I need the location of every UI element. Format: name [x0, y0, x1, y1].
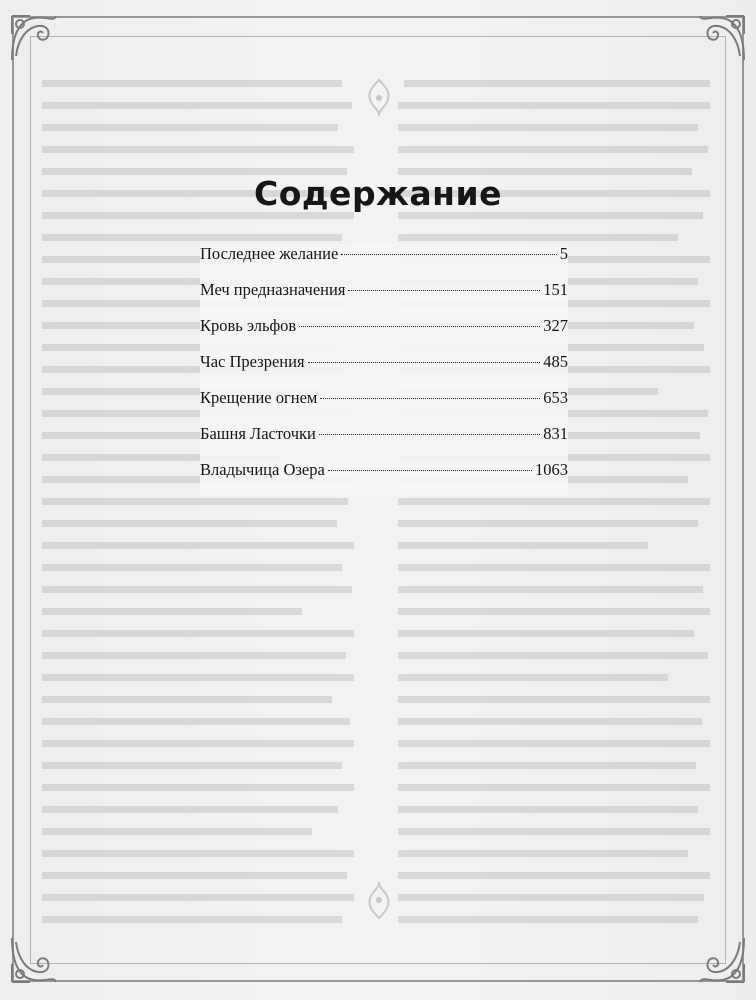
toc-entry-title: Владычица Озера	[200, 460, 325, 479]
flourish-corner-icon	[694, 10, 750, 66]
dot-leader	[348, 290, 540, 291]
dot-leader	[341, 254, 556, 255]
toc-entry-page: 151	[543, 280, 568, 299]
toc-entry[interactable]	[200, 280, 568, 316]
toc-entry-title: Крещение огнем	[200, 388, 318, 407]
toc-entry-title: Меч предназначения	[200, 280, 346, 299]
table-of-contents	[200, 244, 568, 496]
dot-leader	[320, 398, 540, 399]
dot-leader	[328, 470, 532, 471]
flourish-corner-icon	[694, 932, 750, 988]
page-title: Содержание	[254, 174, 502, 213]
toc-entry[interactable]	[200, 460, 568, 496]
toc-entry-page: 485	[543, 352, 568, 371]
toc-entry-page: 327	[543, 316, 568, 335]
toc-entry[interactable]	[200, 424, 568, 460]
toc-entry-page: 1063	[535, 460, 568, 479]
toc-entry-title: Кровь эльфов	[200, 316, 297, 335]
flourish-corner-icon	[6, 10, 62, 66]
toc-entry[interactable]	[200, 352, 568, 388]
toc-entry[interactable]	[200, 244, 568, 280]
toc-entry-page: 653	[543, 388, 568, 407]
toc-entry-title: Час Презрения	[200, 352, 305, 371]
toc-entry[interactable]	[200, 388, 568, 424]
flourish-corner-icon	[6, 932, 62, 988]
toc-entry-title: Башня Ласточки	[200, 424, 316, 443]
dot-leader	[308, 362, 541, 363]
toc-entry-title: Последнее желание	[200, 244, 339, 263]
toc-entry-page: 831	[543, 424, 568, 443]
toc-entry-page: 5	[559, 244, 568, 263]
dot-leader	[299, 326, 540, 327]
toc-entry[interactable]	[200, 316, 568, 352]
dot-leader	[319, 434, 540, 435]
